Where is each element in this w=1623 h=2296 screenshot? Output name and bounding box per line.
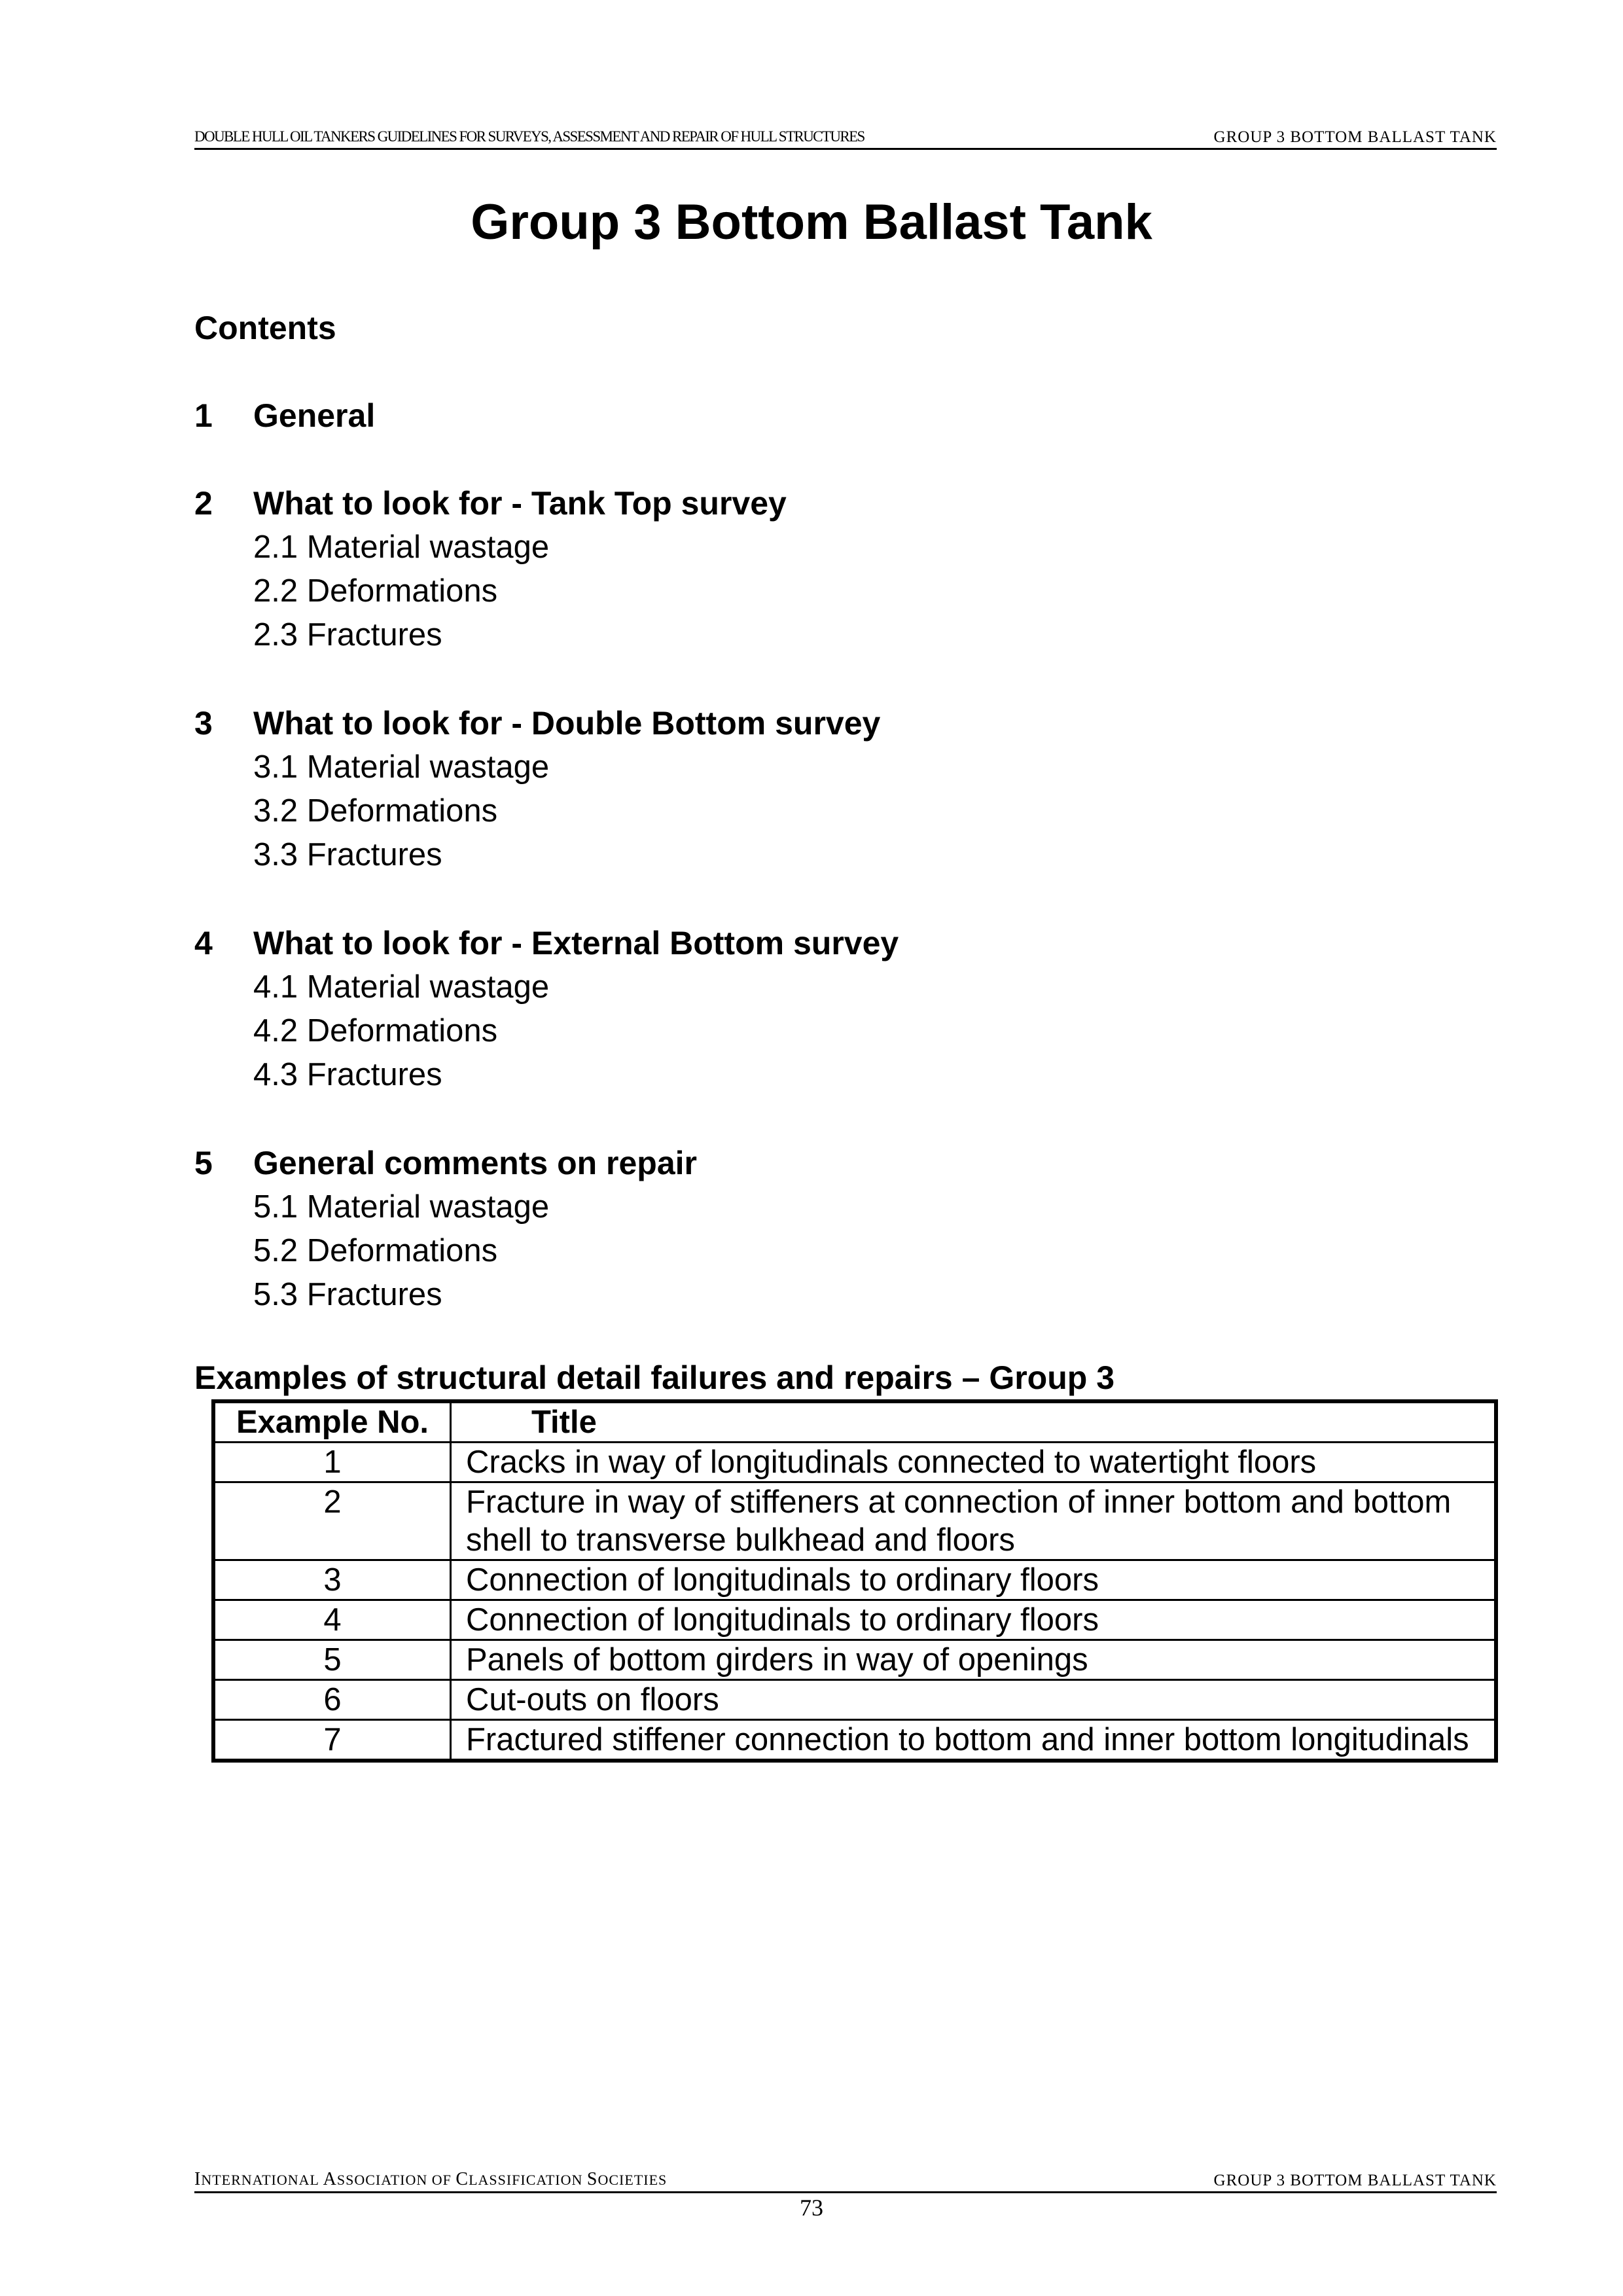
toc-subsection: 5.1 Material wastage — [253, 1189, 550, 1225]
example-number: 7 — [213, 1720, 451, 1761]
toc-subsection: 4.3 Fractures — [253, 1057, 442, 1092]
toc-section-title: General comments on repair — [253, 1145, 698, 1181]
toc-subsection: 2.3 Fractures — [253, 617, 442, 653]
toc-section-1 — [194, 397, 375, 435]
example-number: 5 — [213, 1640, 451, 1680]
toc-section-3 — [194, 704, 880, 742]
example-title: Cracks in way of longitudinals connected to watertight floors — [451, 1443, 1497, 1482]
toc-section-title: What to look for - Double Bottom survey — [253, 705, 881, 742]
table-row — [213, 1720, 1496, 1761]
example-number: 3 — [213, 1560, 451, 1600]
example-title: Panels of bottom girders in way of openings — [451, 1640, 1497, 1680]
footer-org-word: NTERNATIONAL — [201, 2172, 323, 2188]
footer-org-initial: I — [194, 2169, 202, 2189]
running-header — [194, 128, 1497, 150]
footer-org-word: LASSIFICATION — [469, 2172, 587, 2188]
table-row — [213, 1600, 1496, 1640]
toc-section-number: 4 — [194, 925, 213, 961]
footer-section-title: GROUP 3 BOTTOM BALLAST TANK — [1213, 2172, 1497, 2189]
toc-subsection: 2.1 Material wastage — [253, 529, 550, 565]
footer-org-initial: C — [455, 2169, 469, 2189]
toc-subsection: 5.3 Fractures — [253, 1277, 442, 1312]
toc-subsection: 3.1 Material wastage — [253, 749, 550, 785]
page-number: 73 — [800, 2195, 823, 2221]
toc-subsection: 5.2 Deformations — [253, 1233, 498, 1268]
examples-heading: Examples of structural detail failures and repairs – Group 3 — [194, 1359, 1115, 1396]
toc-section-4 — [194, 924, 899, 962]
toc-section-number: 3 — [194, 705, 213, 742]
table-header-row — [213, 1401, 1496, 1443]
table-row — [213, 1640, 1496, 1680]
table-row — [213, 1482, 1496, 1560]
footer-org-initial: A — [323, 2169, 337, 2189]
contents-heading: Contents — [194, 310, 336, 346]
toc-section-title: What to look for - Tank Top survey — [253, 485, 787, 522]
toc-subsection: 3.3 Fractures — [253, 837, 442, 872]
table-row — [213, 1443, 1496, 1482]
toc-section-title: What to look for - External Bottom survey — [253, 925, 899, 961]
table-row — [213, 1680, 1496, 1720]
example-number: 4 — [213, 1600, 451, 1640]
example-title: Connection of longitudinals to ordinary floors — [451, 1600, 1497, 1640]
header-document-title: DOUBLE HULL OIL TANKERS GUIDELINES FOR SURVEYS, ASSESSMENT AND REPAIR OF HULL STRUCTURES — [194, 128, 865, 145]
column-header-example-no: Example No. — [213, 1401, 451, 1443]
toc-section-2 — [194, 484, 787, 522]
example-title: Cut-outs on floors — [451, 1680, 1497, 1720]
example-number: 2 — [213, 1482, 451, 1560]
toc-subsection: 4.2 Deformations — [253, 1013, 498, 1049]
toc-section-number: 2 — [194, 485, 213, 522]
column-header-title: Title — [451, 1401, 1497, 1443]
toc-subsection: 3.2 Deformations — [253, 793, 498, 829]
example-number: 1 — [213, 1443, 451, 1482]
toc-section-number: 5 — [194, 1145, 213, 1181]
examples-table — [211, 1399, 1498, 1763]
example-number: 6 — [213, 1680, 451, 1720]
example-title: Connection of longitudinals to ordinary floors — [451, 1560, 1497, 1600]
toc-section-title: General — [253, 397, 376, 434]
toc-section-5 — [194, 1144, 697, 1182]
toc-subsection: 4.1 Material wastage — [253, 969, 550, 1005]
running-footer — [194, 2169, 1497, 2193]
header-section-title: GROUP 3 BOTTOM BALLAST TANK — [1213, 128, 1497, 146]
footer-organization — [194, 2169, 667, 2190]
toc-subsection: 2.2 Deformations — [253, 573, 498, 609]
example-title: Fractured stiffener connection to bottom and inner bottom longitudinals — [451, 1720, 1497, 1761]
footer-org-word: OCIETIES — [597, 2172, 668, 2188]
page-title: Group 3 Bottom Ballast Tank — [471, 194, 1152, 250]
toc-section-number: 1 — [194, 397, 213, 434]
footer-org-word: SSOCIATION OF — [336, 2172, 456, 2188]
footer-org-initial: S — [586, 2169, 598, 2189]
example-title: Fracture in way of stiffeners at connection of inner bottom and bottom shell to transverse bulkhead and floors — [451, 1482, 1497, 1560]
table-row — [213, 1560, 1496, 1600]
